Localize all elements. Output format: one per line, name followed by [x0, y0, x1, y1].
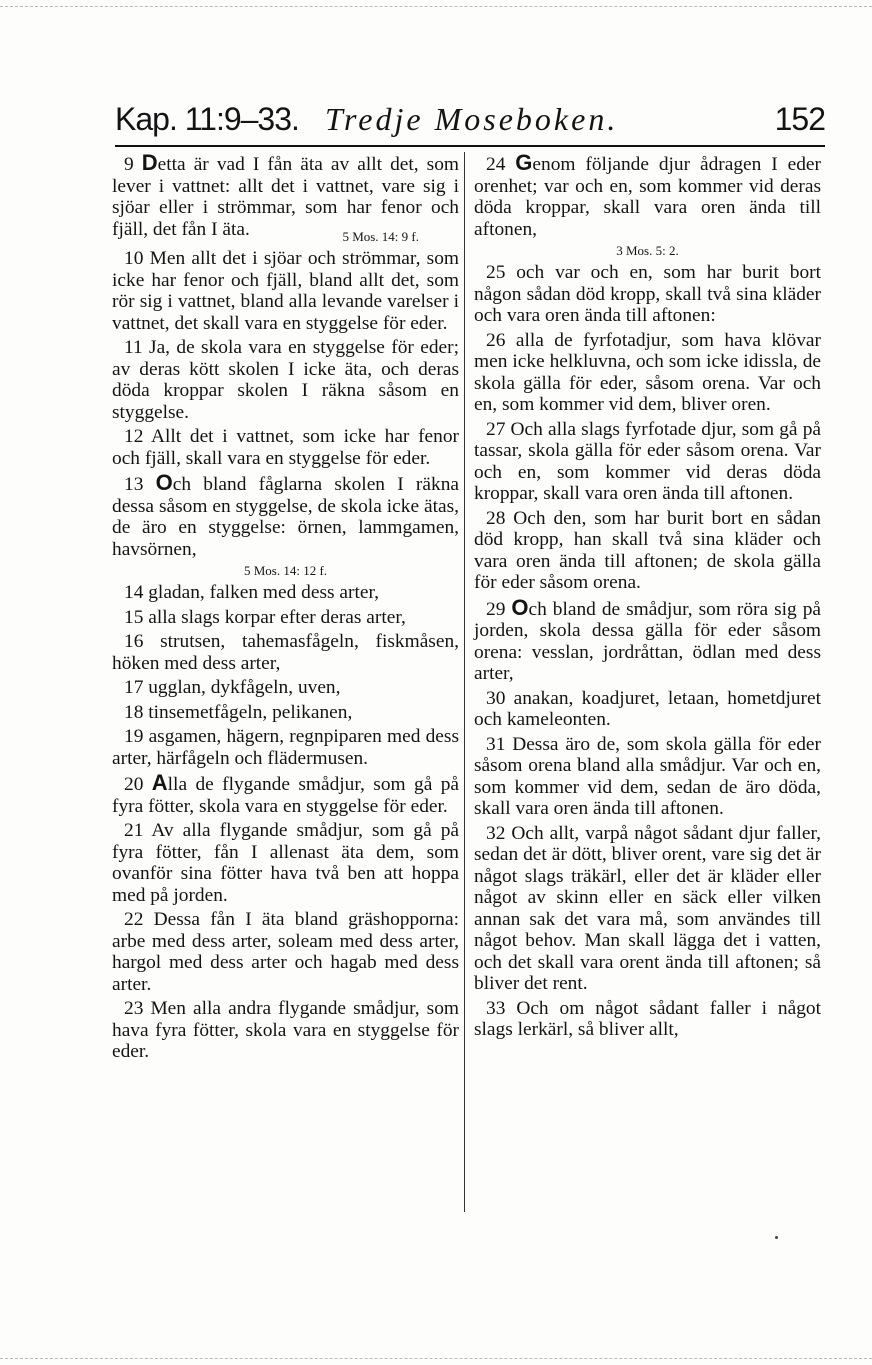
- verse-21: 21 Av alla flygande smådjur, som gå på fyra fötter, fån I allenast äta dem, som ovanför sina fötter hava två ben att hoppa med på jorden.: [112, 820, 459, 906]
- cross-reference: 3 Mos. 5: 2.: [616, 243, 679, 258]
- verse-12: 12 Allt det i vattnet, som icke har fenor och fjäll, skall vara en styggelse för eder.: [112, 426, 459, 469]
- verse-10: 10 Men allt det i sjöar och strömmar, som icke har fenor och fjäll, bland allt det, som rör sig i vattnet, bland alla levande varelser i vattnet, det skall vara en styggelse för eder.: [112, 248, 459, 334]
- verse-27: 27 Och alla slags fyrfotade djur, som gå på tassar, skola gälla för eder såsom orena. Var och en, som kommer vid deras döda kroppar, skall vara oren ända till aftonen.: [474, 418, 821, 504]
- page-number: 152: [774, 101, 825, 137]
- verse-32: 32 Och allt, varpå något sådant djur faller, sedan det är dött, bliver orent, vare sig det är något slags träkärl, eller det är kläder eller något av skinn eller en säck eller vilken annan sak det vara må, som användes till något behov. Man skall lägga det i vatten, och det skall vara orent ända till aftonen; så bliver det rent.: [474, 822, 821, 994]
- verse-9: 9 Detta är vad I fån äta av allt det, som lever i vattnet: allt det i vattnet, vare sig i sjöar eller i strömmar, som har fenor och fjäll, det fån I äta.: [112, 150, 459, 240]
- verse-29: 29 Och bland de smådjur, som röra sig på jorden, skola dessa gälla för eder såsom orena: vesslan, jordråttan, ödlan med dess arter,: [474, 594, 821, 684]
- verse-19: 19 asgamen, hägern, regnpiparen med dess arter, härfågeln och flädermusen.: [112, 726, 459, 769]
- initial-letter: O: [155, 470, 173, 495]
- verse-11: 11 Ja, de skola vara en styggelse för eder; av deras kött skolen I icke äta, och deras döda kroppar skolen I räkna såsom en styggelse.: [112, 337, 459, 423]
- scan-top-edge: [0, 6, 872, 7]
- initial-letter: D: [141, 150, 158, 175]
- verse-18: 18 tinsemetfågeln, pelikanen,: [124, 701, 353, 723]
- verse-33: 33 Och om något sådant faller i något slags lerkärl, så bliver allt,: [474, 997, 821, 1040]
- initial-letter: O: [511, 594, 529, 620]
- cross-reference: 5 Mos. 14: 12 f.: [243, 563, 328, 578]
- verse-22: 22 Dessa fån I äta bland gräshopporna: arbe med dess arter, soleam med dess arter, hargol med dess arter och hagab med dess arter.: [112, 909, 459, 995]
- verse-15: 15 alla slags korpar efter deras arter,: [124, 606, 406, 628]
- chapter-reference: Kap. 11:9–33.: [115, 101, 299, 137]
- cross-reference: 5 Mos. 14: 9 f.: [342, 229, 419, 244]
- verse-28: 28 Och den, som har burit bort en sådan död kropp, han skall två sina kläder och vara oren ända till aftonen; de skola gälla för eder såsom orena.: [474, 507, 821, 593]
- verse-20: 20 Alla de flygande smådjur, som gå på fyra fötter, skola vara en styggelse för eder.: [112, 770, 459, 817]
- book-title: Tredje Moseboken.: [325, 101, 619, 137]
- left-column: [112, 152, 459, 1066]
- verse-30: 30 anakan, koadjuret, letaan, hometdjuret och kameleonten.: [474, 687, 821, 730]
- verse-16: 16 strutsen, tahemasfågeln, fiskmåsen, höken med dess arter,: [112, 631, 459, 674]
- column-divider: [464, 152, 465, 1212]
- page-header: [115, 100, 825, 146]
- scan-bottom-edge: [0, 1358, 872, 1359]
- scan-speck: [775, 1236, 778, 1239]
- right-column: [474, 152, 821, 1044]
- verse-14: 14 gladan, falken med dess arter,: [124, 582, 379, 603]
- verse-25: 25 och var och en, som har burit bort någon sådan död kropp, skall två sina kläder och vara oren ända till aftonen:: [474, 262, 821, 326]
- verse-13: 13 Och bland fåglarna skolen I räkna dessa såsom en styggelse, de skola icke ätas, de äro en styggelse: örnen, lammgamen, havsörnen,: [112, 470, 459, 560]
- verse-24: 24 Genom följande djur ådragen I eder orenhet; var och en, som kommer vid deras döda kroppar, skall vara oren ända till aftonen,: [474, 150, 821, 240]
- header-rule: [115, 145, 825, 147]
- initial-letter: G: [515, 150, 533, 175]
- verse-31: 31 Dessa äro de, som skola gälla för eder såsom orena bland alla smådjur. Var och en, som kommer vid dem, sedan de äro döda, skall vara oren ända till aftonen.: [474, 733, 821, 819]
- verse-17: 17 ugglan, dykfågeln, uven,: [124, 677, 341, 698]
- initial-letter: A: [151, 770, 168, 795]
- verse-26: 26 alla de fyrfotadjur, som hava klövar men icke helkluvna, och som icke idissla, de skola gälla för eder, såsom orena. Var och en, som kommer vid dem, bliver oren.: [474, 329, 821, 415]
- verse-23: 23 Men alla andra flygande smådjur, som hava fyra fötter, skola vara en styggelse för eder.: [112, 998, 459, 1062]
